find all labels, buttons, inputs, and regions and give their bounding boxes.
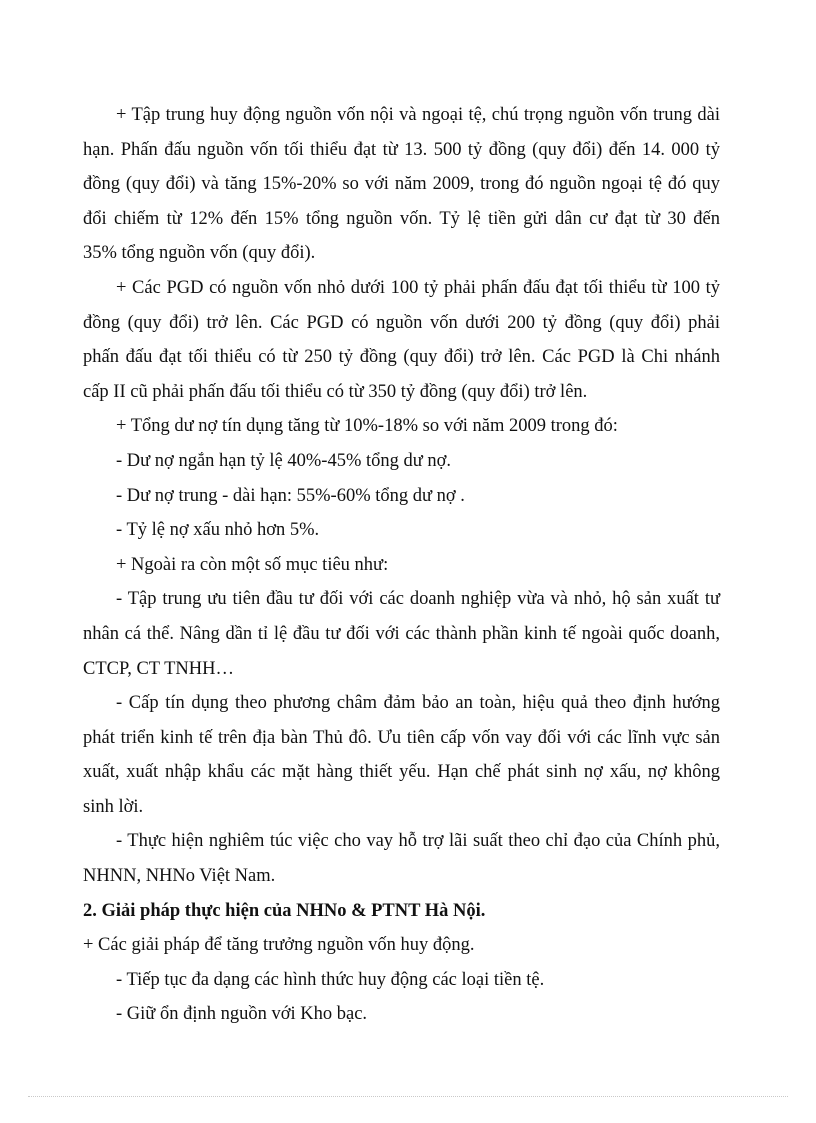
text-line: - Tập trung ưu tiên đầu tư đối với các doanh nghiệp vừa và nhỏ, hộ sản xuất tư	[116, 589, 720, 610]
text-line: đổi chiếm từ 12% đến 15% tổng nguồn vốn. Tỷ lệ tiền gửi dân cư đạt từ 30 đến	[83, 208, 720, 229]
text-line: CTCP, CT TNHH…	[83, 658, 234, 679]
text-line: - Dư nợ ngắn hạn tỷ lệ 40%-45% tổng dư nợ.	[116, 450, 452, 471]
text-line: cấp II cũ phải phấn đấu tối thiểu có từ 350 tỷ đồng (quy đổi) trở lên.	[83, 381, 588, 402]
text-line: đồng (quy đổi) và tăng 15%-20% so với năm 2009, trong đó nguồn ngoại tệ đó quy	[83, 174, 720, 195]
text-line: NHNN, NHNo Việt Nam.	[83, 866, 276, 887]
text-line: - Thực hiện nghiêm túc việc cho vay hỗ trợ lãi suất theo chỉ đạo của Chính phủ,	[116, 831, 720, 852]
text-line: + Tổng dư nợ tín dụng tăng từ 10%-18% so với năm 2009 trong đó:	[116, 416, 618, 437]
text-line: - Dư nợ trung - dài hạn: 55%-60% tổng dư nợ .	[116, 485, 465, 506]
text-line: nhân cá thể. Nâng dần tỉ lệ đầu tư đối với các thành phần kinh tế ngoài quốc doanh,	[83, 623, 720, 644]
text-line: - Tiếp tục đa dạng các hình thức huy động các loại tiền tệ.	[116, 969, 545, 990]
text-line: + Các PGD có nguồn vốn nhỏ dưới 100 tỷ phải phấn đấu đạt tối thiểu từ 100 tỷ	[116, 277, 720, 298]
text-line: - Giữ ổn định nguồn với Kho bạc.	[116, 1004, 368, 1025]
text-line: - Cấp tín dụng theo phương châm đảm bảo an toàn, hiệu quả theo định hướng	[116, 693, 720, 714]
section-heading: 2. Giải pháp thực hiện của NHNo & PTNT Hà Nội.	[83, 900, 486, 921]
text-line: hạn. Phấn đấu nguồn vốn tối thiểu đạt từ 13. 500 tỷ đồng (quy đổi) đến 14. 000 tỷ	[83, 139, 720, 160]
text-line: xuất, xuất nhập khẩu các mặt hàng thiết yếu. Hạn chế phát sinh nợ xấu, nợ không	[83, 762, 720, 783]
document-body	[83, 98, 720, 1032]
text-line: đồng (quy đổi) trở lên. Các PGD có nguồn vốn dưới 200 tỷ đồng (quy đổi) phải	[83, 312, 720, 333]
text-line: phát triển kinh tế trên địa bàn Thủ đô. Ưu tiên cấp vốn vay đối với các lĩnh vực sản	[83, 727, 720, 748]
text-line: + Ngoài ra còn một số mục tiêu như:	[116, 554, 389, 575]
text-line: sinh lời.	[83, 796, 144, 817]
text-line: - Tỷ lệ nợ xấu nhỏ hơn 5%.	[116, 520, 320, 541]
text-line: 35% tổng nguồn vốn (quy đổi).	[83, 243, 316, 264]
text-line: phấn đấu đạt tối thiểu có từ 250 tỷ đồng (quy đổi) trở lên. Các PGD là Chi nhánh	[83, 347, 720, 368]
text-line: + Các giải pháp để tăng trưởng nguồn vốn huy động.	[83, 935, 475, 956]
text-line: + Tập trung huy động nguồn vốn nội và ngoại tệ, chú trọng nguồn vốn trung dài	[116, 105, 720, 125]
footer-divider	[28, 1096, 788, 1097]
